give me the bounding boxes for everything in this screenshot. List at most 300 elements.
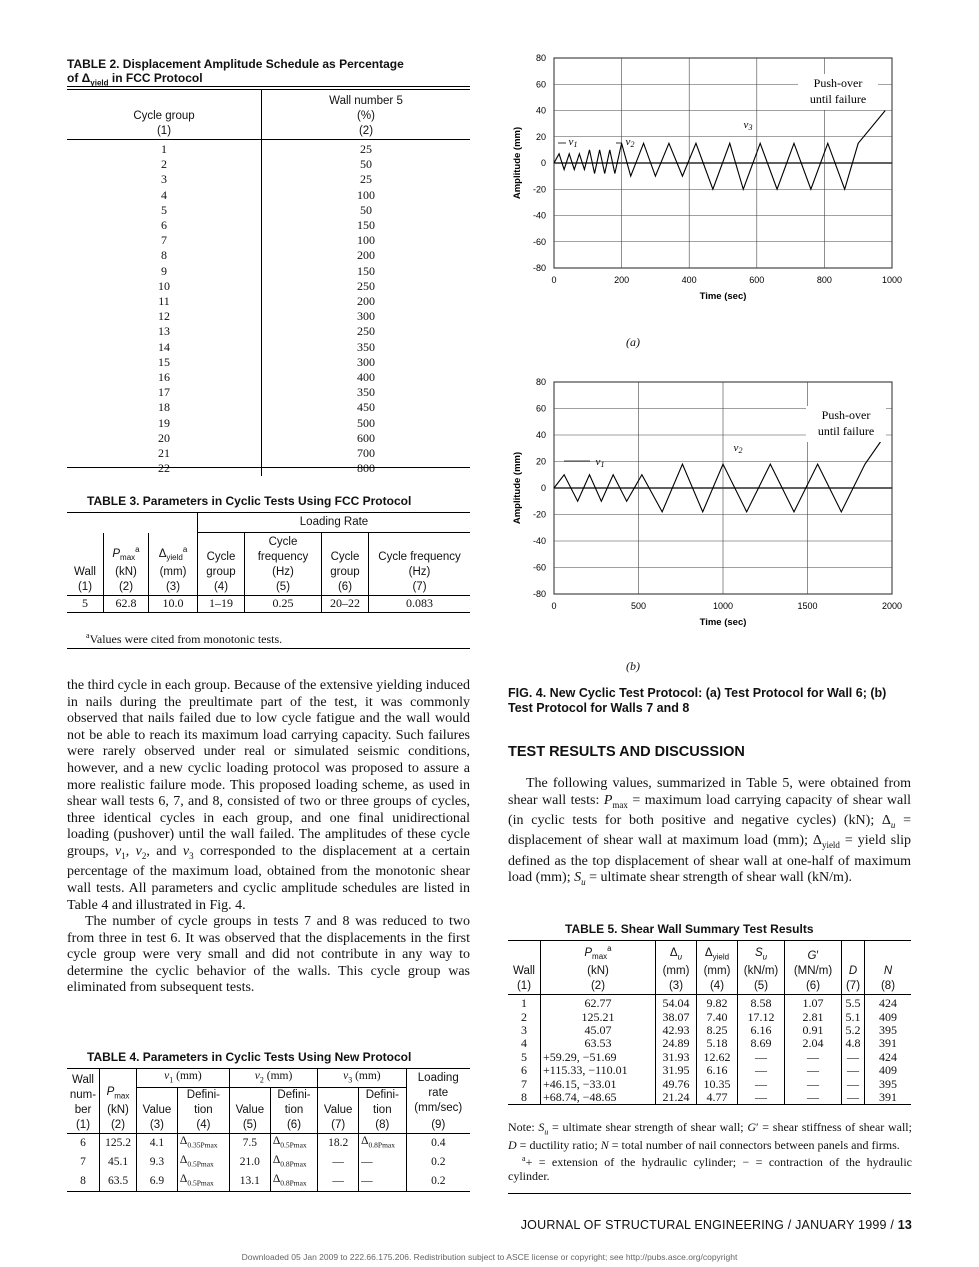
v-label-letter: v xyxy=(595,456,601,468)
table5-cell: 63.53 xyxy=(541,1037,656,1050)
table3-footnote-text: Values were cited from monotonic tests. xyxy=(89,632,283,646)
table2-percent: 350 xyxy=(357,385,375,400)
table3-col-number: (2) xyxy=(104,580,149,596)
table2-percent: 600 xyxy=(357,430,375,445)
table4-cell: — xyxy=(318,1153,359,1172)
table2-percent: 400 xyxy=(357,370,375,385)
table2-percent: 450 xyxy=(357,400,375,415)
v-label-letter: v xyxy=(568,136,574,148)
table5-cell: 54.04 xyxy=(656,995,697,1011)
table5-cell: 1.07 xyxy=(785,995,842,1011)
table5-h-pmax: $P_{max}^a$ (kN) xyxy=(541,941,656,980)
table5-cell: 17.12 xyxy=(738,1011,785,1024)
table5-cell: — xyxy=(738,1051,785,1064)
table2-percent: 250 xyxy=(357,278,375,293)
table3-h-wall-label: Wall xyxy=(74,566,96,578)
table-row xyxy=(67,264,470,279)
table3-h-dy-unit: (mm) xyxy=(159,566,187,578)
x-tick-label: 400 xyxy=(681,275,697,285)
v-label-subscript: 2 xyxy=(630,140,635,149)
table4-col-number: (3) xyxy=(137,1118,178,1134)
table3-cell: 0.25 xyxy=(245,596,322,613)
table5-cell: 395 xyxy=(879,1022,897,1037)
table2-percent: 100 xyxy=(357,187,375,202)
y-tick-label: 80 xyxy=(535,53,546,63)
table4-col-number: (9) xyxy=(406,1118,470,1134)
table2-percent: 150 xyxy=(357,218,375,233)
table2-cycle-group: 19 xyxy=(67,416,262,431)
y-tick-label: 80 xyxy=(535,377,546,387)
table3-h-cg2: Cycle group xyxy=(322,533,369,581)
table5-cell: — xyxy=(785,1064,842,1077)
table4-cell: $\Delta_{0.8Pmax}$ xyxy=(270,1172,317,1191)
x-tick-label: 800 xyxy=(816,275,832,285)
y-tick-label: -80 xyxy=(532,589,546,599)
table2-cycle-group: 6 xyxy=(67,218,262,233)
table3-col-number: (7) xyxy=(369,580,471,596)
table2-cycle-group: 20 xyxy=(67,431,262,446)
y-axis-label: Amplitude (mm) xyxy=(512,451,523,525)
table4-col-number: (8) xyxy=(359,1118,406,1134)
table-row xyxy=(67,218,470,233)
table5-cell: — xyxy=(785,1091,842,1105)
table2-cycle-group: 2 xyxy=(67,157,262,172)
table-row xyxy=(67,172,470,187)
table-row xyxy=(508,1064,911,1077)
table3-footnote: $^a$Values were cited from monotonic tests. xyxy=(86,631,283,646)
download-notice: Downloaded 05 Jan 2009 to 222.66.175.206. Redistribution subject to ASCE license or copyright; see http://pubs.asce.org/copyright xyxy=(241,1252,738,1262)
table5-cell: — xyxy=(738,1064,785,1077)
table-row xyxy=(67,157,470,172)
y-tick-label: -40 xyxy=(532,210,546,221)
table5-col-number: (4) xyxy=(697,979,738,995)
table5-cell: 62.77 xyxy=(541,995,656,1011)
table5-note: Note: $S_u$ = ultimate shear strength of shear wall; G′ = shear stiffness of shear wall; D = ductility ratio; N = total number of nail connectors between panels and firms. xyxy=(508,1120,912,1152)
x-tick-label: 600 xyxy=(749,275,765,285)
x-tick-label: 1500 xyxy=(797,601,818,611)
table4-cell: 7.5 xyxy=(229,1134,270,1153)
table5-cell: 6 xyxy=(508,1064,541,1077)
table3-col-number: (5) xyxy=(245,580,322,596)
table5-cell: 4 xyxy=(508,1037,541,1050)
table4-cell: 0.2 xyxy=(431,1155,446,1168)
table2-col1-title: Cycle group xyxy=(133,110,195,122)
table5-cell: 10.35 xyxy=(697,1078,738,1091)
table-row xyxy=(67,385,470,400)
table5-cell: 45.07 xyxy=(541,1024,656,1037)
table3-h-cf2: Cycle frequency (Hz) xyxy=(378,551,461,578)
table2-cycle-group: 18 xyxy=(67,400,262,415)
table4-h-value3: Value xyxy=(318,1088,359,1119)
table-row xyxy=(67,416,470,431)
table3-col-number: (6) xyxy=(322,580,369,596)
table2-cycle-group: 4 xyxy=(67,188,262,203)
table-row xyxy=(508,1078,911,1091)
table3-footnote-rule xyxy=(67,648,470,649)
table-row xyxy=(67,324,470,339)
table5-cell: 409 xyxy=(879,1009,897,1024)
x-tick-label: 2000 xyxy=(881,601,903,611)
y-tick-label: -80 xyxy=(532,263,546,273)
table-row xyxy=(67,461,470,476)
table2-body xyxy=(67,140,470,477)
table5-h-g: G′ (MN/m) xyxy=(785,941,842,980)
table5-cell: 391 xyxy=(879,1089,897,1104)
table-row xyxy=(67,248,470,263)
table3-h-pmax-unit: (kN) xyxy=(115,566,137,578)
section-heading: TEST RESULTS AND DISCUSSION xyxy=(508,744,745,760)
table4-cell: 6 xyxy=(67,1134,100,1153)
table5-number-row xyxy=(508,979,911,995)
table5-h-wall: Wall xyxy=(508,941,541,980)
table5-cell: 424 xyxy=(879,1049,897,1064)
v-label-subscript: 1 xyxy=(600,460,605,469)
table4-cell: — xyxy=(359,1172,406,1191)
table5-h-d: D xyxy=(842,941,865,980)
table4-cell: $\Delta_{0.5Pmax}$ xyxy=(177,1172,229,1191)
x-tick-label: 500 xyxy=(630,601,647,611)
table4-cell: 7 xyxy=(67,1153,100,1172)
table5-footnote-rule xyxy=(508,1193,911,1194)
table4-def-subscript: 0.5Pmax xyxy=(187,1178,214,1188)
table2-percent: 350 xyxy=(357,339,375,354)
table4-cell: $\Delta_{0.8Pmax}$ xyxy=(270,1153,317,1172)
table5-cell: — xyxy=(738,1091,785,1105)
table5-cell: — xyxy=(842,1064,865,1077)
fig4a-chart xyxy=(508,48,918,358)
table5-cell: 21.24 xyxy=(656,1091,697,1105)
table2-percent: 25 xyxy=(360,172,372,187)
table2-percent: 50 xyxy=(360,157,372,172)
table3-cell: 0.083 xyxy=(406,596,433,610)
table5 xyxy=(508,940,911,1105)
table-row xyxy=(67,1172,470,1191)
table2-col2-header xyxy=(262,90,471,140)
table5-cell: 6.16 xyxy=(738,1024,785,1037)
table3-cell: 62.8 xyxy=(104,596,149,613)
body-left-column xyxy=(67,678,470,997)
y-tick-label: 20 xyxy=(535,131,546,142)
table4-cell: 6.9 xyxy=(137,1172,178,1191)
table2-col2-title: Wall number 5 xyxy=(329,95,403,107)
table4-h-wall: Wall num- ber xyxy=(67,1069,100,1119)
table4-h-v2: $v_2$ (mm) xyxy=(229,1069,317,1088)
table4-cell: 63.5 xyxy=(100,1172,137,1191)
table4-cell: $\Delta_{0.35Pmax}$ xyxy=(177,1134,229,1153)
table-row xyxy=(67,355,470,370)
table4 xyxy=(67,1068,470,1192)
table-row xyxy=(67,400,470,415)
x-axis-label: Time (sec) xyxy=(699,291,747,302)
table-row xyxy=(508,995,911,1011)
journal-footer-text: JOURNAL OF STRUCTURAL ENGINEERING / JANUARY 1999 / 13 xyxy=(520,1218,912,1232)
x-tick-label: 1000 xyxy=(881,275,903,285)
table2-cycle-group: 10 xyxy=(67,279,262,294)
table3-h-pmax-label: $P_{max}^a$ xyxy=(112,544,140,562)
table4-cell: $\Delta_{0.8Pmax}$ xyxy=(359,1134,406,1153)
table3-loading-rate: Loading Rate xyxy=(198,513,471,533)
table5-cell: 2.81 xyxy=(785,1011,842,1024)
table5-body xyxy=(508,995,911,1105)
table5-cell: 5.1 xyxy=(842,1011,865,1024)
table5-cell: 3 xyxy=(508,1024,541,1037)
table5-h-du: $\Delta_u$ (mm) xyxy=(656,941,697,980)
table2-percent: 800 xyxy=(357,461,375,476)
table-row xyxy=(67,279,470,294)
table-row xyxy=(67,446,470,461)
table5-cell: 8 xyxy=(508,1091,541,1105)
y-axis-label: Amplitude (mm) xyxy=(512,126,523,200)
table4-col-number: (6) xyxy=(270,1118,317,1134)
table5-h-su: $S_u$ (kN/m) xyxy=(738,941,785,980)
table2-cycle-group: 9 xyxy=(67,264,262,279)
table4-col-number: (7) xyxy=(318,1118,359,1134)
table4-body xyxy=(67,1134,470,1191)
table4-h-def2: Defini- tion xyxy=(270,1088,317,1119)
table5-cell: 6.16 xyxy=(697,1064,738,1077)
table4-cell: 0.4 xyxy=(431,1136,446,1149)
fig4b-chart xyxy=(508,372,918,642)
table5-cell: 2 xyxy=(508,1011,541,1024)
table4-h-v1: $v_1$ (mm) xyxy=(137,1069,230,1088)
table4-def-subscript: 0.35Pmax xyxy=(187,1140,218,1150)
table3-h-cf: Cycle frequency (Hz) xyxy=(245,533,322,581)
table4-cell: 9.3 xyxy=(137,1153,178,1172)
table-row xyxy=(508,1011,911,1024)
table4-h-def1: Defini- tion xyxy=(177,1088,229,1119)
table-row xyxy=(67,340,470,355)
body-right-column xyxy=(508,776,911,891)
x-tick-label: 200 xyxy=(614,275,630,285)
table4-def-subscript: 0.8Pmax xyxy=(280,1159,307,1169)
table2-percent: 300 xyxy=(357,309,375,324)
v-label-letter: v xyxy=(733,442,739,454)
table5-cell: 2.04 xyxy=(785,1037,842,1050)
table2-caption-line1: TABLE 2. Displacement Amplitude Schedule as Percentage xyxy=(67,57,404,71)
table2-cycle-group: 21 xyxy=(67,446,262,461)
pushover-label-line2: until failure xyxy=(809,92,867,106)
y-tick-label: -40 xyxy=(532,536,546,546)
table4-def-subscript: 0.5Pmax xyxy=(280,1140,307,1150)
table4-def-subscript: 0.8Pmax xyxy=(280,1178,307,1188)
table4-col-number: (2) xyxy=(100,1118,137,1134)
table4-h-def3: Defini- tion xyxy=(359,1088,406,1119)
x-tick-label: 0 xyxy=(551,275,557,285)
body-paragraph-1: the third cycle in each group. Because of the extensive yielding induced in nails during the preultimate part of the test, it was commonly observed that nails failed due to low cycle fatigue and the wall would not be able to reach its maximum load carrying capacity. Such failures were rarely observed under real or simulated seismic conditions, however, and a new cyclic loading protocol was proposed to assure a more realistic failure mode. This proposed loading scheme, as used in shear wall tests 6, 7, and 8, consisted of two or three groups of cycles, three identical cycles in each group, and one final unidirectional loading (pushover) until the wall failed. The amplitudes of these cycle groups, $v_1$, $v_2$, and $v_3$ corresponded to the displacement at a certain percentage of the maximum load, obtained from the monotonic shear wall tests. All parameters and cyclic amplitude schedules are listed in Table 4 and illustrated in Fig. 4. xyxy=(67,678,471,913)
table3-cell: 20–22 xyxy=(322,596,369,613)
table2-cycle-group: 14 xyxy=(67,340,262,355)
pushover-label-line1: Push-over xyxy=(813,76,863,90)
v-label-subscript: 2 xyxy=(738,446,743,455)
table3-h-dy xyxy=(149,533,198,581)
table4-cell: 13.1 xyxy=(229,1172,270,1191)
table4-number-row xyxy=(67,1118,470,1134)
table2-cycle-group: 15 xyxy=(67,355,262,370)
table4-cell: 18.2 xyxy=(318,1134,359,1153)
table5-h-n: N xyxy=(883,965,893,978)
table3-h-cg: Cycle group xyxy=(198,533,245,581)
table-row xyxy=(67,233,470,248)
v-label-letter: v xyxy=(625,136,631,148)
table3-cell: 5 xyxy=(67,596,104,613)
fig4a-label: (a) xyxy=(626,335,640,349)
table2-percent: 500 xyxy=(357,415,375,430)
table-row xyxy=(67,203,470,218)
y-tick-label: 60 xyxy=(535,79,546,90)
table4-cell: 125.2 xyxy=(100,1134,137,1153)
table5-cell: — xyxy=(842,1091,865,1105)
table4-col-number: (4) xyxy=(177,1118,229,1134)
table2 xyxy=(67,90,470,476)
table5-cell: 0.91 xyxy=(785,1024,842,1037)
table-row xyxy=(508,1037,911,1050)
table4-h-rate: Loading rate (mm/sec) xyxy=(414,1072,463,1115)
table5-col-number: (3) xyxy=(656,979,697,995)
table5-cell: 31.93 xyxy=(656,1051,697,1064)
fig4-caption: FIG. 4. New Cyclic Test Protocol: (a) Test Protocol for Wall 6; (b) Test Protocol for Walls 7 and 8 xyxy=(508,686,887,715)
pushover-label-line2: until failure xyxy=(817,424,875,438)
y-tick-label: -60 xyxy=(532,236,546,247)
table5-cell: 7 xyxy=(508,1078,541,1091)
table4-cell: 8 xyxy=(67,1172,100,1191)
table4-h-v3: $v_3$ (mm) xyxy=(318,1069,406,1088)
table2-cycle-group: 8 xyxy=(67,248,262,263)
table4-cell: 0.2 xyxy=(431,1174,446,1187)
y-tick-label: 0 xyxy=(540,483,546,493)
table5-cell: 5 xyxy=(508,1051,541,1064)
table4-cell: 45.1 xyxy=(100,1153,137,1172)
table2-cycle-group: 3 xyxy=(67,172,262,187)
table2-percent: 200 xyxy=(357,294,375,309)
table5-cell: 8.25 xyxy=(697,1024,738,1037)
table5-cell: — xyxy=(785,1078,842,1091)
table5-cell: 8.69 xyxy=(738,1037,785,1050)
y-tick-label: -60 xyxy=(532,562,546,573)
table2-percent: 250 xyxy=(357,324,375,339)
table5-cell: — xyxy=(842,1051,865,1064)
table5-cell: — xyxy=(738,1078,785,1091)
table5-cell: 4.8 xyxy=(842,1037,865,1050)
table5-cell: +115.33, −110.01 xyxy=(541,1064,656,1077)
table5-col-number: (2) xyxy=(541,979,656,995)
y-tick-label: 20 xyxy=(535,456,546,467)
table2-bottom-rule xyxy=(67,467,470,468)
y-tick-label: 0 xyxy=(540,158,546,168)
table5-cell: 31.95 xyxy=(656,1064,697,1077)
x-tick-label: 1000 xyxy=(712,601,734,611)
table5-cell: +46.15, −33.01 xyxy=(541,1078,656,1091)
table2-cycle-group: 5 xyxy=(67,203,262,218)
table3 xyxy=(67,512,470,613)
table4-cell: — xyxy=(318,1172,359,1191)
body-paragraph-3: The following values, summarized in Table 5, were obtained from shear wall tests: $P_{max}$ = maximum load carrying capacity of shear wall (in cyclic tests for both positive and negative cycles) (kN); $\Delta_u$ = displacement of shear wall at maximum load (mm); $\Delta_{yield}$ = yield slip defined as the top displacement of shear wall at one-half of maximum load (mm); $S_u$ = ultimate shear strength of shear wall (kN/m). xyxy=(508,776,911,888)
table4-cell: $\Delta_{0.5Pmax}$ xyxy=(270,1134,317,1153)
table3-cell: 10.0 xyxy=(149,596,198,613)
table5-cell: 125.21 xyxy=(541,1011,656,1024)
table2-cycle-group: 12 xyxy=(67,309,262,324)
table4-h-pmax: $P_{max}$ (kN) xyxy=(100,1069,137,1119)
table4-col-number: (1) xyxy=(67,1118,100,1134)
table2-percent: 150 xyxy=(357,263,375,278)
table5-footnote: $^a$+ = extension of the hydraulic cylinder; − = contraction of the hydraulic cylinder. xyxy=(508,1154,912,1183)
table-row xyxy=(508,1091,911,1105)
table5-cell: 5.18 xyxy=(697,1037,738,1050)
table2-cycle-group: 16 xyxy=(67,370,262,385)
table4-h-value1: Value xyxy=(137,1088,178,1119)
table2-percent: 300 xyxy=(357,354,375,369)
x-tick-label: 0 xyxy=(551,601,557,611)
table5-col-number: (8) xyxy=(865,979,912,995)
table-row xyxy=(67,1153,470,1172)
table5-col-number: (6) xyxy=(785,979,842,995)
table2-col2-num: (2) xyxy=(358,125,374,137)
table5-cell: 424 xyxy=(879,996,897,1011)
table3-h-dy-label: $\Delta_{yield}^a$ xyxy=(158,544,188,562)
table-row xyxy=(67,294,470,309)
table3-col-number: (1) xyxy=(67,580,104,596)
table4-cell: $\Delta_{0.5Pmax}$ xyxy=(177,1153,229,1172)
table5-cell: 409 xyxy=(879,1063,897,1078)
v-label-subscript: 1 xyxy=(573,140,578,149)
table5-cell: 49.76 xyxy=(656,1078,697,1091)
table4-caption: TABLE 4. Parameters in Cyclic Tests Using New Protocol xyxy=(87,1050,412,1064)
y-tick-label: -20 xyxy=(532,184,546,195)
table5-cell: — xyxy=(842,1078,865,1091)
table5-cell: 9.82 xyxy=(697,995,738,1011)
table5-cell: — xyxy=(785,1051,842,1064)
table-row xyxy=(67,431,470,446)
v-label-letter: v xyxy=(743,119,749,131)
table2-cycle-group: 1 xyxy=(67,140,262,158)
table3-col-number: (3) xyxy=(149,580,198,596)
x-axis-label: Time (sec) xyxy=(699,617,747,628)
table5-cell: +59.29, −51.69 xyxy=(541,1051,656,1064)
table2-percent: 25 xyxy=(360,142,372,156)
table5-cell: 12.62 xyxy=(697,1051,738,1064)
table5-cell: 24.89 xyxy=(656,1037,697,1050)
table-row xyxy=(508,1051,911,1064)
table-row xyxy=(67,188,470,203)
table2-top-rule xyxy=(67,86,470,87)
table5-h-dy: $\Delta_{yield}$ (mm) xyxy=(697,941,738,980)
table5-cell: 4.77 xyxy=(697,1091,738,1105)
table3-blank xyxy=(67,513,198,533)
table4-def-subscript: 0.8Pmax xyxy=(368,1140,395,1150)
table5-cell: 395 xyxy=(879,1076,897,1091)
table2-caption-line2: of $\Delta_{yield}$ in FCC Protocol xyxy=(67,71,203,88)
table3-col-number: (4) xyxy=(198,580,245,596)
table5-col-number: (5) xyxy=(738,979,785,995)
table4-def-subscript: 0.5Pmax xyxy=(187,1159,214,1169)
table5-col-number: (7) xyxy=(842,979,865,995)
table5-cell: 391 xyxy=(879,1036,897,1051)
table4-cell: 4.1 xyxy=(137,1134,178,1153)
y-tick-label: -20 xyxy=(532,509,546,520)
table-row xyxy=(67,370,470,385)
y-tick-label: 40 xyxy=(535,430,546,440)
table-row xyxy=(67,140,470,158)
table4-cell: 21.0 xyxy=(229,1153,270,1172)
table4-cell: — xyxy=(359,1153,406,1172)
table5-notes xyxy=(508,1121,912,1183)
body-paragraph-2: The number of cycle groups in tests 7 and 8 was reduced to two from three in test 6. It was observed that the displacements in the first cycle group were very small and did not contribute in any way to determine the cyclic behavior of the walls. This cycle group was eliminated from subsequent tests. xyxy=(67,914,470,996)
y-tick-label: 40 xyxy=(535,105,546,116)
fig4b-label: (b) xyxy=(626,659,640,673)
table-row xyxy=(67,309,470,324)
table2-col1-header xyxy=(67,90,262,140)
table2-cycle-group: 17 xyxy=(67,385,262,400)
v-label-subscript: 3 xyxy=(748,123,753,132)
